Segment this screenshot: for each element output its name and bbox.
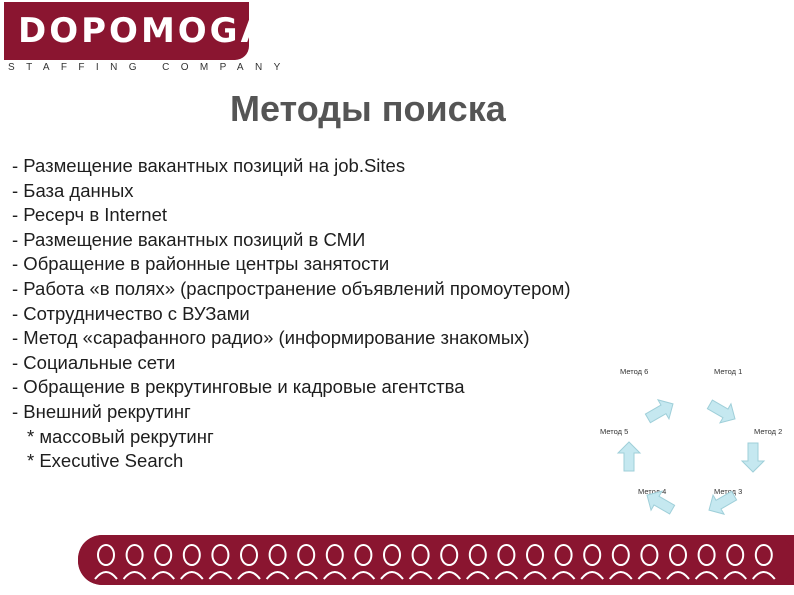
cycle-arrow (642, 394, 678, 428)
method-subitem: * Executive Search (27, 450, 184, 472)
method-item: - Социальные сети (12, 351, 176, 373)
method-item: - Метод «сарафанного радио» (информирование знакомых) (12, 327, 530, 349)
method-item: - Работа «в полях» (распространение объявлений промоутером) (12, 277, 571, 299)
cycle-label: Метод 1 (714, 367, 743, 376)
method-item: - Обращение в рекрутинговые и кадровые агентства (12, 376, 465, 398)
cycle-arrow (618, 442, 640, 471)
method-item: - База данных (12, 179, 134, 201)
faces-banner (78, 535, 794, 585)
method-item: - Внешний рекрутинг (12, 400, 191, 422)
cycle-label: Метод 6 (620, 367, 649, 376)
cycle-arrow (742, 443, 764, 472)
logo-tagline: STAFFING COMPANY (8, 62, 292, 73)
cycle-label: Метод 3 (714, 487, 743, 496)
logo-wordmark: DOPOMOGA (18, 11, 270, 51)
method-item: - Сотрудничество с ВУЗами (12, 302, 250, 324)
methods-cycle-diagram (596, 362, 794, 542)
method-item: - Размещение вакантных позиций в СМИ (12, 228, 366, 250)
cycle-label: Метод 5 (600, 427, 629, 436)
method-item: - Размещение вакантных позиций на job.Sites (12, 155, 406, 176)
cycle-label: Метод 2 (754, 427, 783, 436)
company-logo (4, 2, 270, 60)
slide-title: Методы поиска (230, 88, 506, 129)
cycle-label: Метод 4 (638, 487, 667, 496)
cycle-arrow (704, 395, 740, 429)
method-subitem: * массовый рекрутинг (27, 425, 214, 447)
method-item: - Обращение в районные центры занятости (12, 253, 390, 275)
methods-list (12, 154, 571, 474)
method-item: - Ресерч в Internet (12, 204, 168, 226)
